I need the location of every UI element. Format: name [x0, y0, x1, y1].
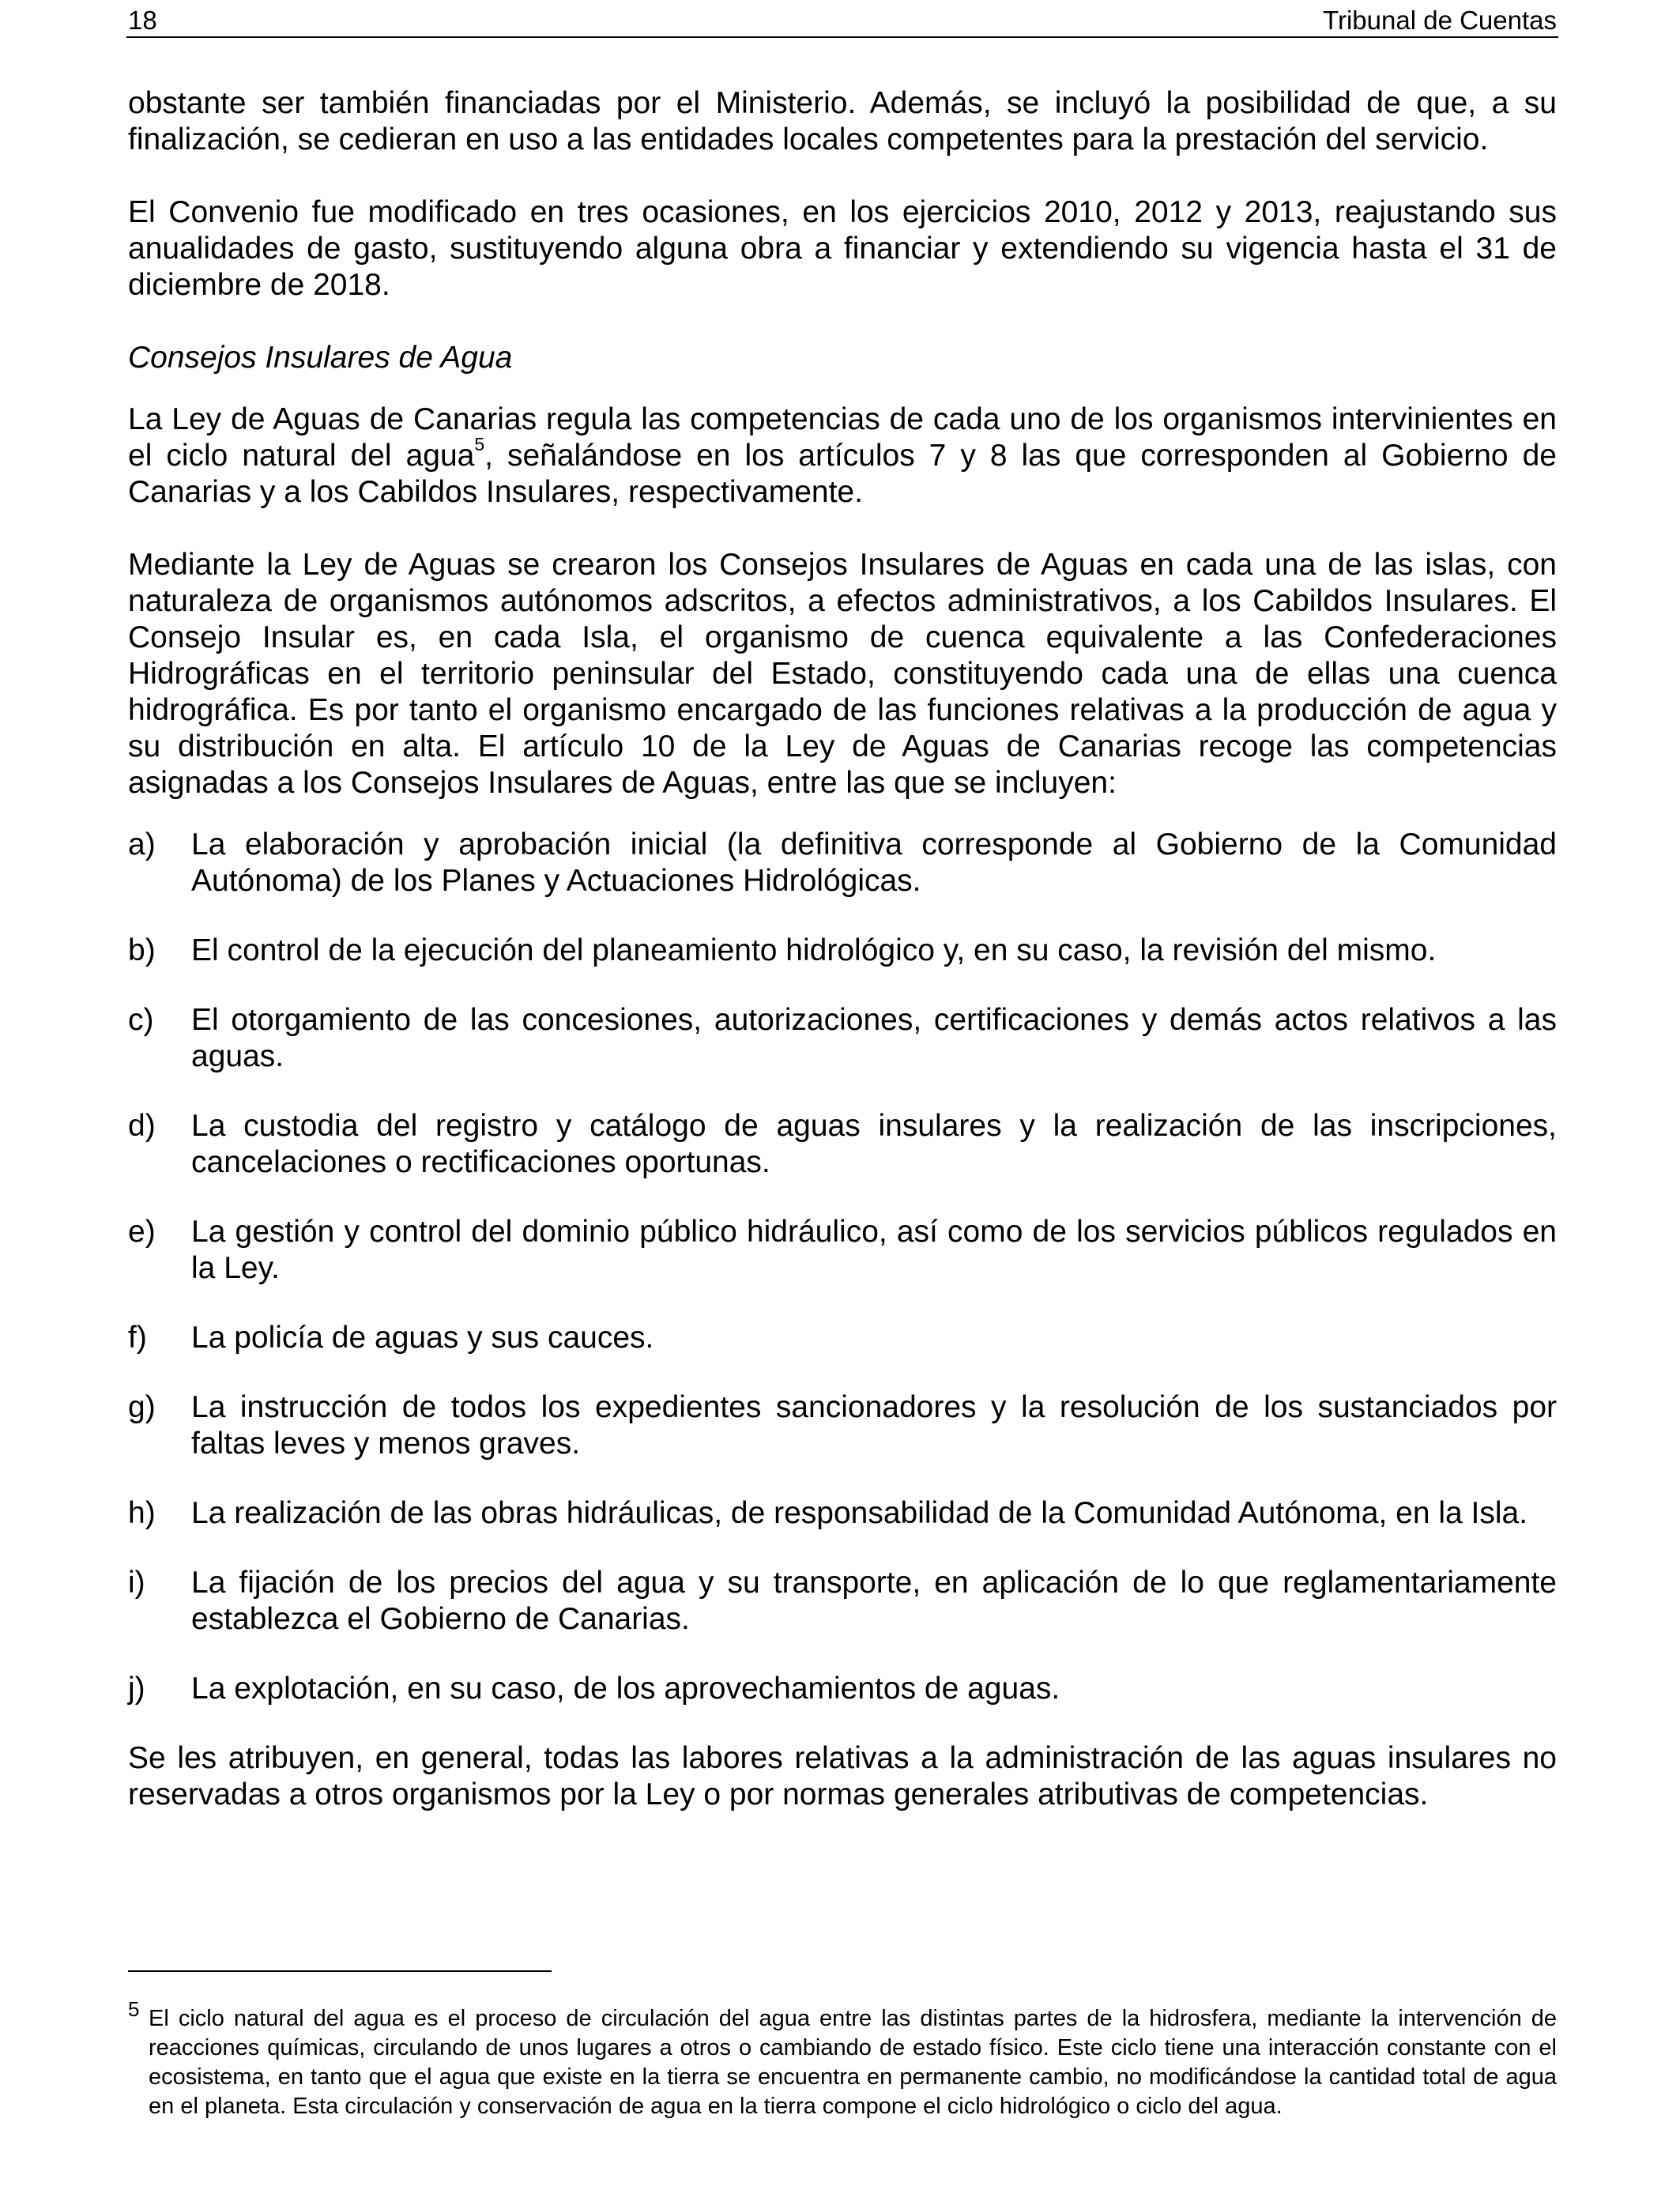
section-heading: Consejos Insulares de Agua: [128, 341, 513, 375]
list-item: [128, 1002, 1557, 1075]
footnote-separator: [128, 1970, 552, 1972]
list-item-letter: c): [128, 1003, 154, 1037]
list-item-letter: b): [128, 933, 156, 967]
page-body: [128, 85, 1557, 1849]
list-item-letter: g): [128, 1390, 156, 1424]
footnote-reference[interactable]: 5: [474, 434, 485, 454]
list-item-text: La custodia del registro y catálogo de aguas insulares y la realización de las inscripciones, cancelaciones o rectificaciones oportunas.: [191, 1109, 1557, 1179]
list-item: [128, 1389, 1557, 1462]
list-item-text: La fijación de los precios del agua y su transporte, en aplicación de lo que reglamentariamente establezca el Gobierno de Canarias.: [191, 1566, 1557, 1636]
list-item: [128, 827, 1557, 899]
paragraph-consejos: Mediante la Ley de Aguas se crearon los Consejos Insulares de Aguas en cada una de las islas, con naturaleza de organismos autónomos adscritos, a efectos administrativos, a los Cabildos Insulares. El Consejo Insular es, en cada Isla, el organismo de cuenca equivalente a las Confederaciones Hidrográficas en el territorio peninsular del Estado, constituyendo cada una de ellas una cuenca hidrográfica. Es por tanto el organismo encargado de las funciones relativas a la producción de agua y su distribución en alta. El artículo 10 de la Ley de Aguas de Canarias recoge las competencias asignadas a los Consejos Insulares de Aguas, entre las que se incluyen:: [128, 548, 1557, 800]
list-item-letter: h): [128, 1496, 156, 1530]
page-number: 18: [128, 6, 157, 35]
list-item-letter: f): [128, 1321, 147, 1355]
paragraph-continuation: obstante ser también financiadas por el Ministerio. Además, se incluyó la posibilidad de que, a su finalización, se cedieran en uso a las entidades locales competentes para la prestación del servicio.: [128, 86, 1557, 156]
list-item: [128, 1108, 1557, 1181]
paragraph-ley-aguas-start: La Ley de Aguas de Canarias regula las competencias de cada uno de los organismos intervinientes en el ciclo natural del agua: [128, 402, 1557, 473]
list-item: [128, 1565, 1557, 1638]
paragraph-ley-aguas: [128, 401, 1557, 511]
list-item-text: La instrucción de todos los expedientes sancionadores y la resolución de los sustanciados por faltas leves y menos graves.: [191, 1390, 1557, 1461]
list-item: [128, 1214, 1557, 1287]
list-item: [128, 933, 1557, 969]
list-item-text: La realización de las obras hidráulicas, de responsabilidad de la Comunidad Autónoma, en la Isla.: [191, 1496, 1528, 1530]
list-item: [128, 1671, 1557, 1707]
footnote: [128, 1997, 1557, 2121]
footnote-text: El ciclo natural del agua es el proceso de circulación del agua entre las distintas partes de la hidrosfera, mediante la intervención de reacciones químicas, circulando de unos lugares a otros o cambiando de estado físico. Este ciclo tiene una interacción constante con el ecosistema, en tanto que el agua que existe en la tierra se encuentra en permanente cambio, no modificándose la cantidad total de agua en el planeta. Esta circulación y conservación de agua en la tierra compone el ciclo hidrológico o ciclo del agua.: [149, 2006, 1557, 2119]
page-header: [126, 5, 1558, 38]
list-item-letter: e): [128, 1215, 156, 1249]
list-item-text: La policía de aguas y sus cauces.: [191, 1321, 654, 1355]
list-item: [128, 1495, 1557, 1532]
paragraph-closing: Se les atribuyen, en general, todas las labores relativas a la administración de las aguas insulares no reservadas a otros organismos por la Ley o por normas generales atributivas de competencias.: [128, 1741, 1557, 1811]
document-title: Tribunal de Cuentas: [1323, 6, 1557, 35]
list-item-letter: i): [128, 1566, 145, 1600]
list-item-text: La explotación, en su caso, de los aprovechamientos de aguas.: [191, 1672, 1060, 1706]
competencias-list: [128, 827, 1557, 1707]
list-item-letter: d): [128, 1109, 156, 1143]
list-item-letter: a): [128, 827, 156, 861]
list-item-text: El otorgamiento de las concesiones, autorizaciones, certificaciones y demás actos relativos a las aguas.: [191, 1003, 1557, 1073]
list-item-text: La gestión y control del dominio público hidráulico, así como de los servicios públicos regulados en la Ley.: [191, 1215, 1557, 1285]
footnote-mark: 5: [128, 1997, 140, 2021]
list-item-text: El control de la ejecución del planeamiento hidrológico y, en su caso, la revisión del mismo.: [191, 933, 1437, 967]
list-item: [128, 1320, 1557, 1356]
list-item-text: La elaboración y aprobación inicial (la definitiva corresponde al Gobierno de la Comunidad Autónoma) de los Planes y Actuaciones Hidrológicas.: [191, 827, 1557, 898]
paragraph-convenio: El Convenio fue modificado en tres ocasiones, en los ejercicios 2010, 2012 y 2013, reajustando sus anualidades de gasto, sustituyendo alguna obra a financiar y extendiendo su vigencia hasta el 31 de diciembre de 2018.: [128, 195, 1557, 302]
list-item-letter: j): [128, 1672, 145, 1706]
paragraph-ley-aguas-end: , señalándose en los artículos 7 y 8 las que corresponden al Gobierno de Canarias y a los Cabildos Insulares, respectivamente.: [128, 439, 1557, 509]
